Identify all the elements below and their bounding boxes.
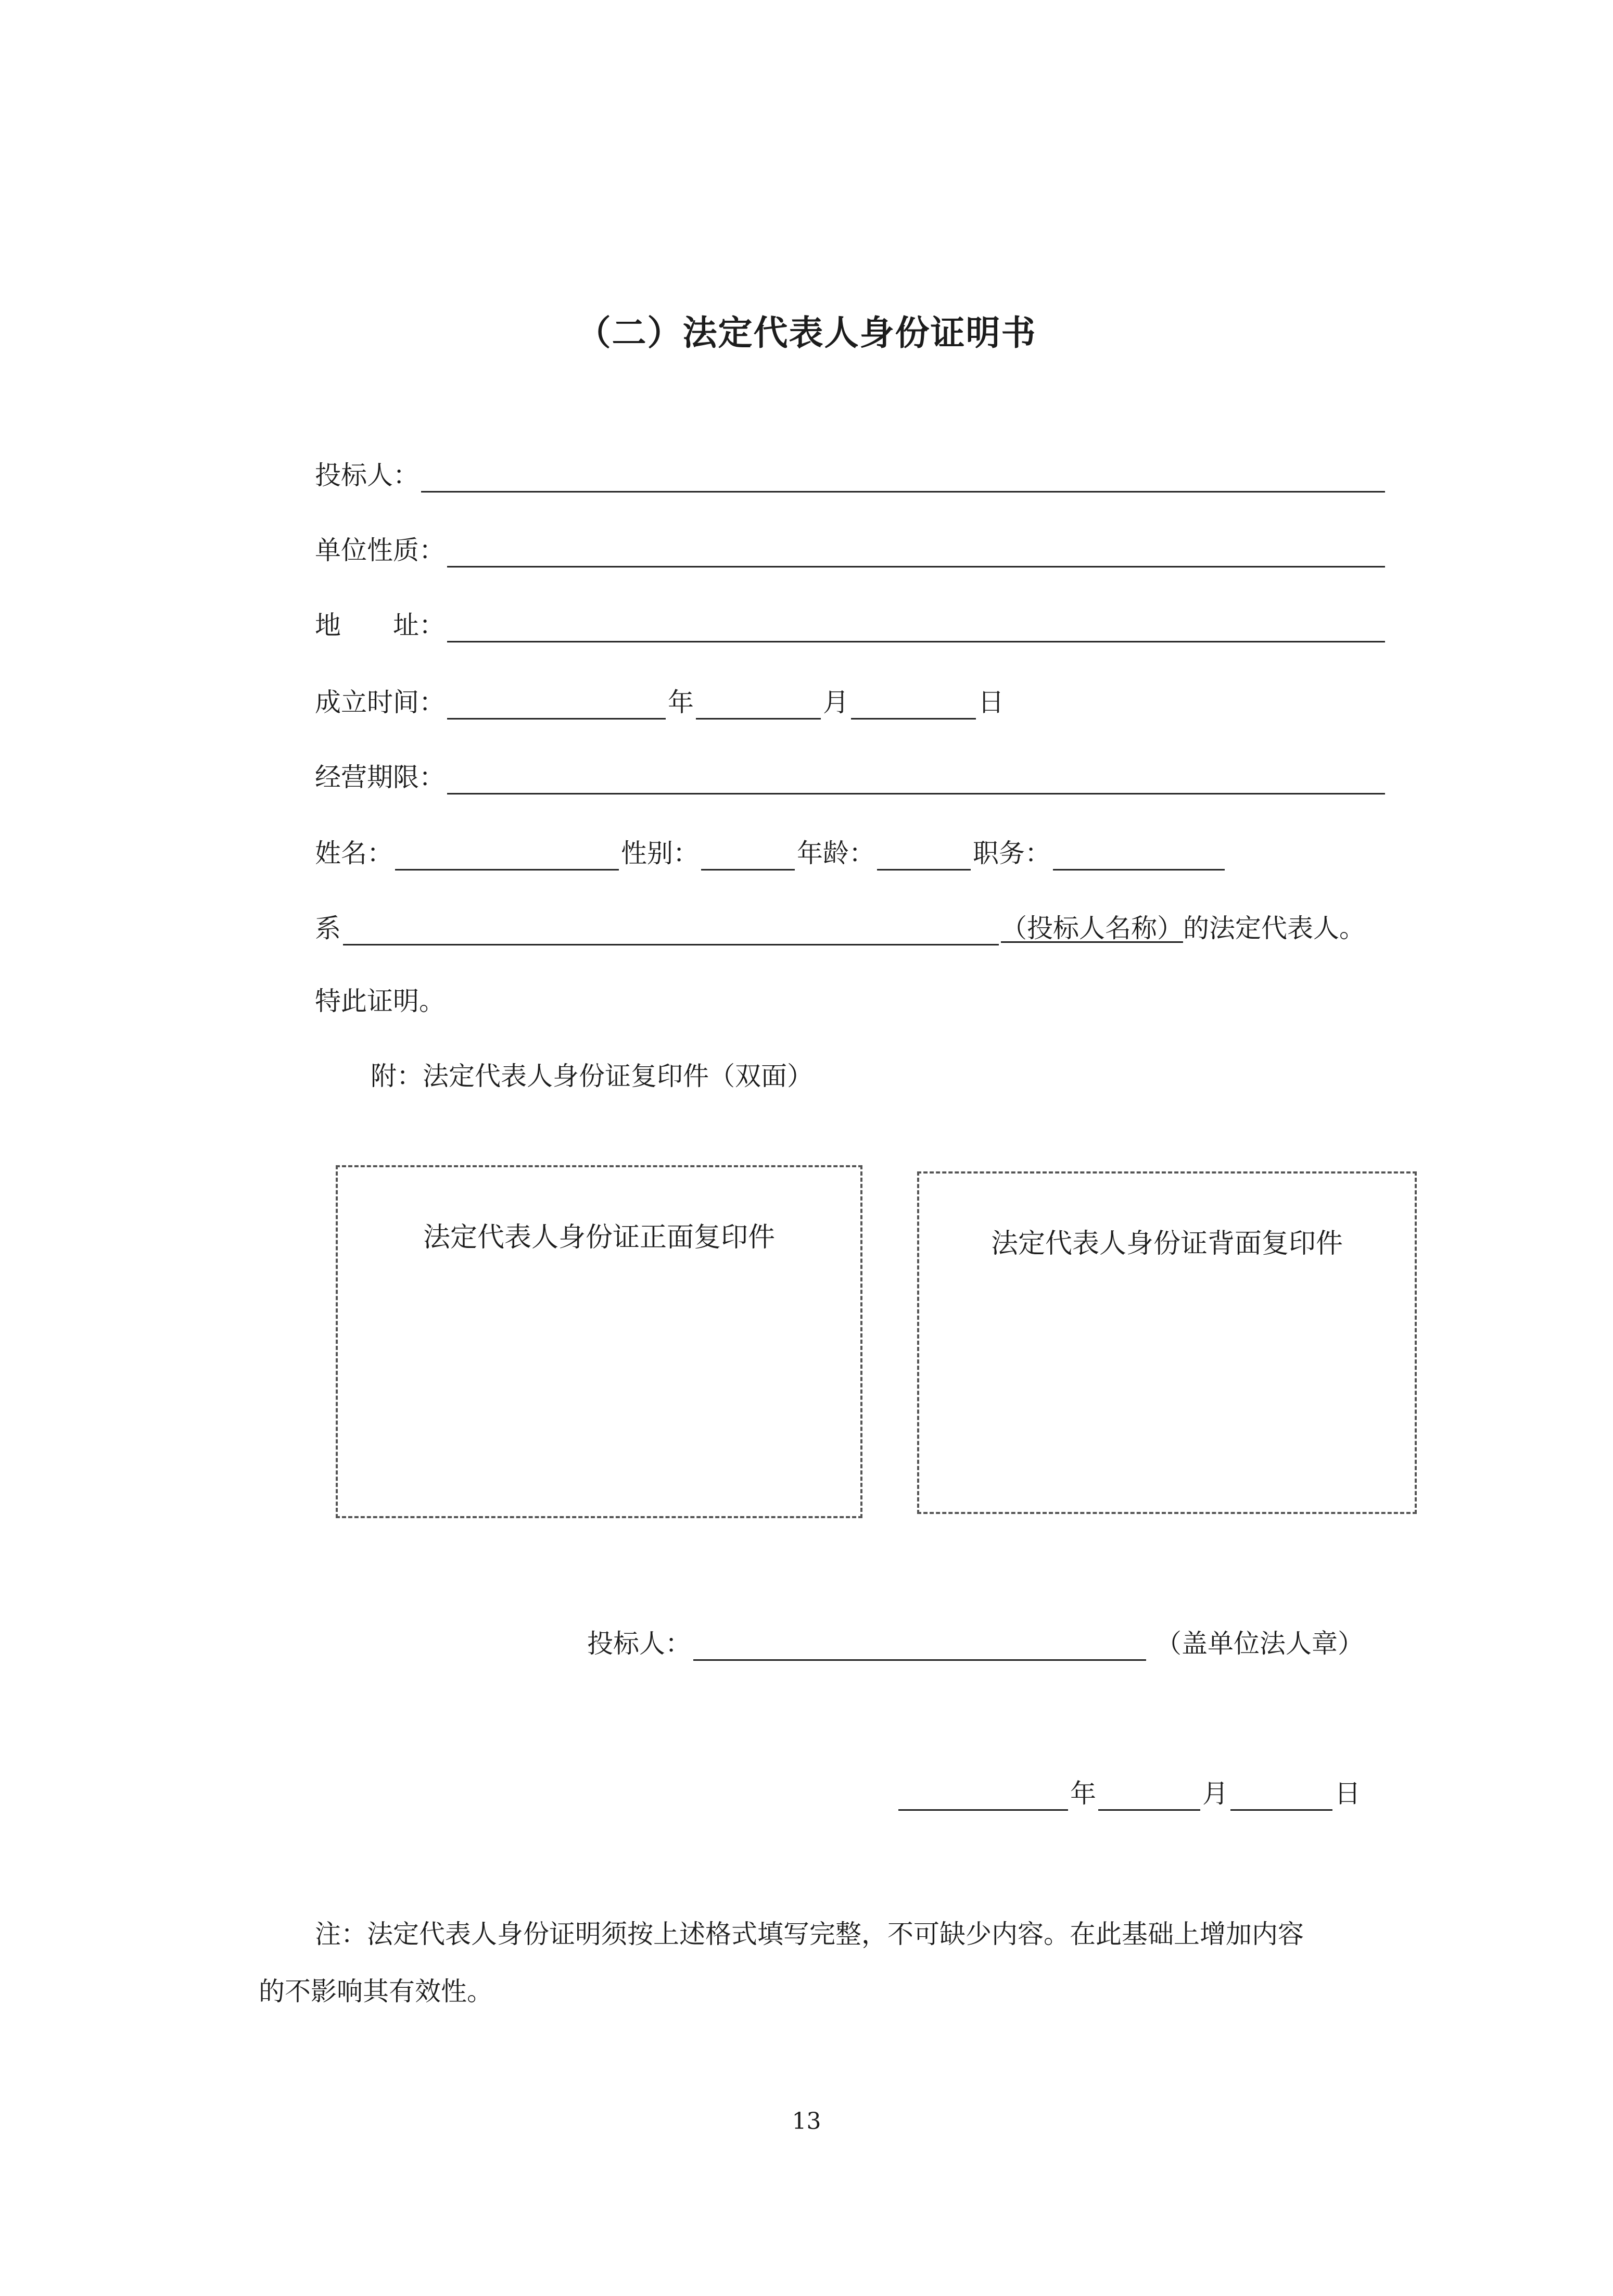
page-number: 13 [792, 2108, 821, 2135]
certify-row [315, 983, 445, 1023]
legal-rep-suffix: 的法定代表人。 [1183, 913, 1365, 943]
seal-hint: （盖单位法人章） [1155, 1629, 1364, 1659]
established-month-unit: 月 [823, 687, 849, 717]
term-field[interactable] [447, 766, 1385, 794]
address-row [315, 607, 1387, 647]
page-title: （二）法定代表人身份证明书 [576, 313, 1037, 353]
signature-bidder-field[interactable] [693, 1632, 1146, 1661]
established-day-unit: 日 [978, 687, 1004, 717]
date-day-unit: 日 [1335, 1778, 1361, 1809]
bidder-row [315, 457, 1387, 497]
established-year-unit: 年 [668, 687, 694, 717]
id-back-label: 法定代表人身份证背面复印件 [990, 1228, 1343, 1259]
bidder-field[interactable] [421, 464, 1385, 493]
position-label: 职务： [973, 838, 1051, 868]
date-row [896, 1775, 1361, 1815]
company-name-field[interactable] [343, 917, 999, 945]
attachment-text: 附：法定代表人身份证复印件（双面） [371, 1061, 813, 1091]
attachment-row [371, 1058, 813, 1097]
gender-label: 性别： [621, 838, 699, 868]
name-label: 姓名： [315, 838, 393, 868]
certify-text: 特此证明。 [315, 986, 445, 1016]
established-row [315, 684, 1004, 724]
bidder-label: 投标人： [315, 460, 419, 490]
position-field[interactable] [1053, 842, 1225, 871]
address-field[interactable] [447, 614, 1385, 642]
date-year-unit: 年 [1070, 1778, 1096, 1809]
address-label: 地 址： [315, 610, 445, 640]
name-field[interactable] [395, 842, 619, 871]
signature-row [587, 1625, 1364, 1665]
id-front-label: 法定代表人身份证正面复印件 [423, 1222, 775, 1253]
age-field[interactable] [877, 842, 971, 871]
note-line-2: 的不影响其有效性。 [259, 1976, 493, 2007]
unit-nature-field[interactable] [447, 539, 1385, 567]
bidder-name-hint: （投标人名称） [1001, 913, 1183, 943]
unit-nature-label: 单位性质： [315, 535, 445, 565]
established-day-field[interactable] [851, 691, 976, 720]
id-front-box[interactable] [336, 1165, 862, 1518]
date-year-field[interactable] [898, 1782, 1068, 1811]
legal-rep-row [315, 910, 1387, 950]
term-row [315, 759, 1387, 799]
established-month-field[interactable] [696, 691, 821, 720]
date-day-field[interactable] [1230, 1782, 1332, 1811]
term-label: 经营期限： [315, 762, 445, 792]
note-line-1: 注：法定代表人身份证明须按上述格式填写完整，不可缺少内容。在此基础上增加内容 [315, 1919, 1304, 1949]
signature-bidder-label: 投标人： [587, 1629, 691, 1659]
person-row [315, 835, 1227, 875]
date-month-unit: 月 [1202, 1778, 1228, 1809]
gender-field[interactable] [701, 842, 795, 871]
date-month-field[interactable] [1098, 1782, 1200, 1811]
xi-label: 系 [315, 913, 341, 943]
unit-nature-row [315, 532, 1387, 572]
age-label: 年龄： [797, 838, 875, 868]
established-year-field[interactable] [447, 691, 666, 720]
id-back-box[interactable] [917, 1171, 1417, 1514]
established-label: 成立时间： [315, 687, 445, 717]
